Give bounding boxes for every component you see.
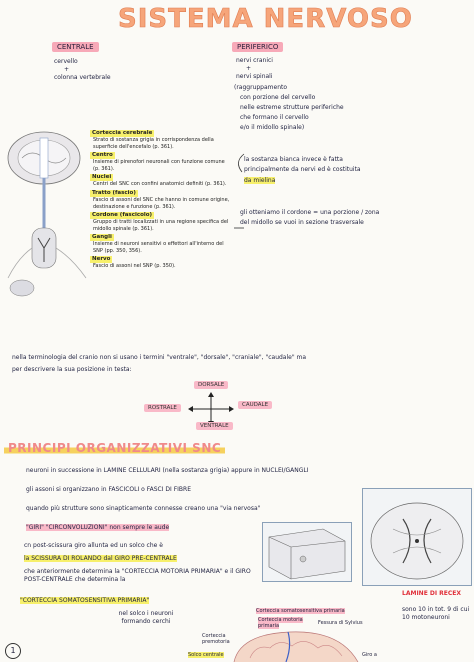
periferico-line-7: che formano il cervello [240,114,309,121]
bullet-1: neuroni in successione in LAMINE CELLULARI (nella sostanza grigia) appure in NUCLEI/GANGLI [26,467,309,474]
legend-item [90,128,232,150]
periferico-line-4: (raggruppamento [234,84,288,91]
note-line-2: principalmente da nervi ed è costituita [244,166,361,173]
bullet-5: cn post-scissura giro allunta ed un solco che è [24,542,163,549]
legend-item [90,150,232,172]
bullet-3: quando più strutture sono sinapticamente connesse creano una "via nervosa" [26,505,261,512]
label-corteccia-motoria: Corteccia motoria primaria [258,617,303,629]
compass-ventrale: VENTRALE [196,422,233,430]
legend-label: Corteccia cerebrale [92,130,153,136]
legend-desc: Insieme di neuroni sensitivi o effettori all'interno del SNP (pp. 350, 356). [93,241,224,254]
bullet-2: gli assoni si organizzano in FASCICOLI o FASCI DI FIBRE [26,486,192,493]
terminology-line-2: per descrivere la sua posizione in testa: [12,366,132,373]
centrale-item-2: + [64,66,70,73]
periferico-line-6: nelle estreme strutture periferiche [240,104,344,111]
bullet-8: "CORTECCIA SOMATOSENSITIVA PRIMARIA" [20,597,150,604]
centrale-item-1: cervello [54,58,78,65]
legend-desc: Strato di sostanza grigia in corrispondenza della superficie dell'encefalo (p. 361). [93,137,214,150]
legend-label: Centro [92,152,113,159]
bullet-4: "GIRI" "CIRCONVOLUZIONI" non sempre le aude [26,524,170,531]
note-line-1: la sostanza bianca invece è fatta [244,156,343,163]
compass-dorsale: DORSALE [194,381,228,389]
brain-lateral-illustration [230,628,360,662]
note-line-3: da mielina [244,177,276,184]
bullet-7: che anteriormente determina la "CORTECCIA MOTORIA PRIMARIA" e il GIRO POST-CENTRALE che determina la [24,568,251,583]
periferico-line-5: con porzione del cervello [240,94,316,101]
legend-item [90,254,232,270]
legend-label: Nervo [92,256,111,263]
bottom-note: nel solco i neuroni formando cerchi [118,610,174,626]
periferico-label: PERIFERICO [232,42,283,52]
legend-item [90,188,232,210]
label-fessura: Fessura di Sylvius [318,620,363,626]
legend-desc: Centri del SNC con confini anatomici definiti (p. 361). [93,181,227,188]
legend-desc: Fascio di assoni del SNC che hanno in comune origine, destinazione e funzione (p. 361). [93,197,230,210]
legend-desc: Fascio di assoni nel SNP (p. 350). [93,263,176,270]
page-title: SISTEMA NERVOSO [118,4,413,34]
legend-desc: Insieme di pirenofori neuronali con funzione comune (p. 361). [93,159,225,172]
compass-rostrale: ROSTRALE [144,404,181,412]
page-number: 1 [5,643,21,659]
spinal-cord-section-diagram [362,488,472,586]
periferico-line-1: nervi cranici [236,57,273,64]
lamine-note: sono 10 in tot. 9 di cui 10 motoneuroni [402,606,470,622]
label-solco: Solco centrale [188,652,224,658]
legend-label: Tratto (fascio) [92,189,136,196]
periferico-line-3: nervi spinali [236,73,273,80]
label-corteccia-somato: Corteccia somatosensitiva primaria [256,608,345,614]
lamine-label: LAMINE DI RECEX [402,590,462,597]
periferico-line-2: + [246,65,252,72]
note-line-5: del midollo se vuoi in sezione trasversale [240,219,364,226]
section-heading: PRINCIPI ORGANIZZATIVI SNC [4,441,225,455]
legend-label: Gangli [92,234,112,241]
cortex-block-diagram [262,522,352,582]
terminology-line-1: nella terminologia del cranio non si usano i termini "ventrale", "dorsale", "craniale", "caudale" ma [12,354,307,361]
legend-item [90,172,232,188]
legend-item [90,210,232,232]
label-corteccia-premotoria: Corteccia premotoria [202,633,230,645]
note-line-4: gli otteniamo il cordone = una porzione / zona [240,209,380,216]
annotation-arrows [232,150,246,250]
label-giro: Giro a [362,652,377,658]
centrale-label: CENTRALE [52,42,99,52]
bullet-6: la SCISSURA DI ROLANDO dal GIRO PRE-CENTRALE [24,555,177,562]
centrale-item-3: colonna vertebrale [54,74,111,81]
periferico-line-8: e/o il midollo spinale) [240,124,305,131]
legend-desc: Gruppo di tratti localizzati in una regione specifica del midollo spinale (p. 361). [93,219,229,232]
brain-section-illustration [2,128,90,308]
legend-label: Nuclei [92,174,112,181]
legend-item [90,232,232,254]
compass-caudale: CAUDALE [238,401,272,409]
legend-panel [90,128,232,270]
legend-label: Cordone (fascicolo) [92,212,153,219]
